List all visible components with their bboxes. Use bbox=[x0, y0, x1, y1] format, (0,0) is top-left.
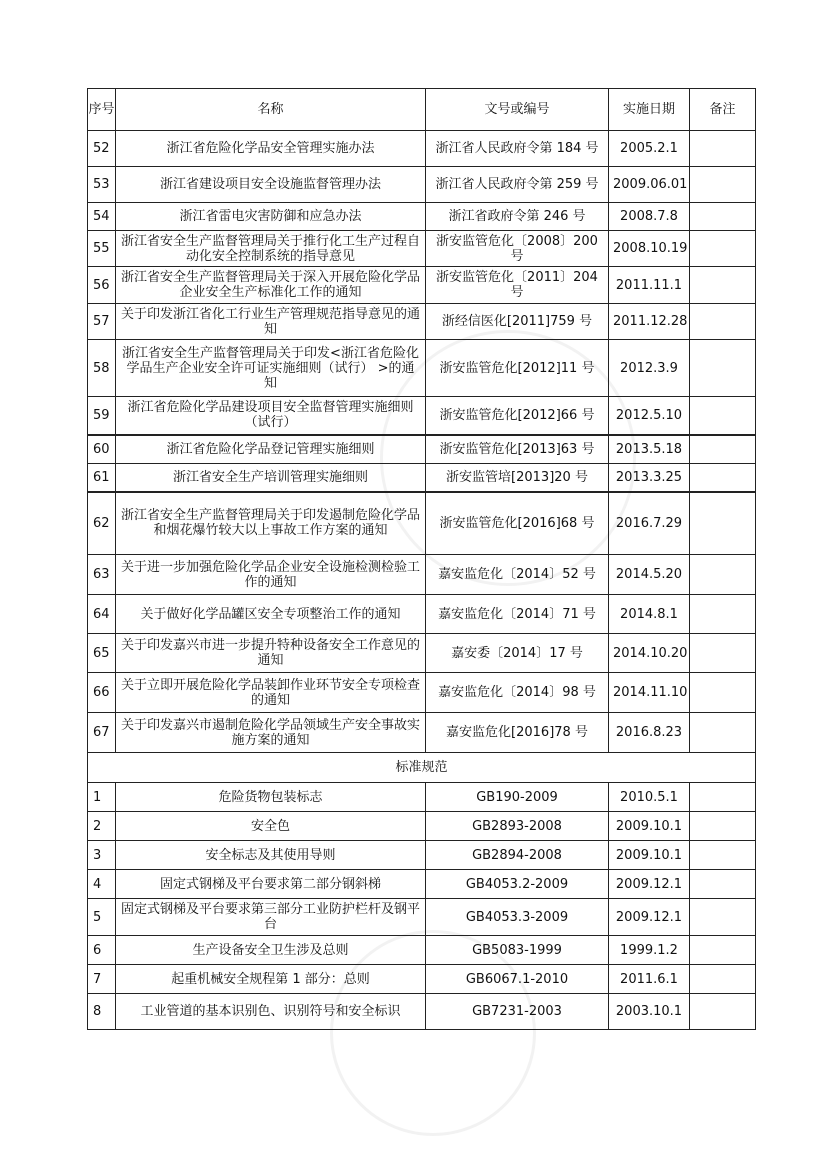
row-number: 53 bbox=[88, 167, 116, 203]
table-row bbox=[88, 965, 756, 994]
row-doc-number: 浙江省人民政府令第 259 号 bbox=[426, 167, 609, 203]
row-note bbox=[690, 936, 756, 965]
row-name: 浙江省安全生产培训管理实施细则 bbox=[116, 464, 426, 492]
row-number: 57 bbox=[88, 304, 116, 340]
row-name: 关于印发浙江省化工行业生产管理规范指导意见的通知 bbox=[116, 304, 426, 340]
row-note bbox=[690, 783, 756, 812]
table-row bbox=[88, 555, 756, 595]
row-date: 2013.5.18 bbox=[609, 435, 690, 464]
table-row bbox=[88, 870, 756, 899]
table-row bbox=[88, 131, 756, 167]
row-name: 浙江省安全生产监督管理局关于推行化工生产过程自动化安全控制系统的指导意见 bbox=[116, 231, 426, 267]
header-doc: 文号或编号 bbox=[426, 89, 609, 131]
row-name: 安全标志及其使用导则 bbox=[116, 841, 426, 870]
row-doc-number: 浙安监管危化〔2011〕204 号 bbox=[426, 267, 609, 304]
table-row bbox=[88, 841, 756, 870]
row-doc-number: GB6067.1-2010 bbox=[426, 965, 609, 994]
row-number: 66 bbox=[88, 673, 116, 713]
row-doc-number: GB7231-2003 bbox=[426, 994, 609, 1030]
row-doc-number: 浙安监管危化[2012]11 号 bbox=[426, 340, 609, 397]
row-doc-number: GB190-2009 bbox=[426, 783, 609, 812]
row-date: 2012.5.10 bbox=[609, 397, 690, 435]
row-date: 2014.5.20 bbox=[609, 555, 690, 595]
row-doc-number: GB4053.3-2009 bbox=[426, 899, 609, 936]
row-number: 60 bbox=[88, 435, 116, 464]
row-doc-number: 浙安监管危化[2013]63 号 bbox=[426, 435, 609, 464]
row-doc-number: GB2893-2008 bbox=[426, 812, 609, 841]
row-note bbox=[690, 267, 756, 304]
row-number: 56 bbox=[88, 267, 116, 304]
row-number: 65 bbox=[88, 634, 116, 673]
row-number: 3 bbox=[88, 841, 116, 870]
row-doc-number: GB2894-2008 bbox=[426, 841, 609, 870]
table-row bbox=[88, 713, 756, 753]
header-note: 备注 bbox=[690, 89, 756, 131]
table-row bbox=[88, 203, 756, 231]
row-note bbox=[690, 812, 756, 841]
row-date: 2009.10.1 bbox=[609, 841, 690, 870]
row-name: 关于进一步加强危险化学品企业安全设施检测检验工作的通知 bbox=[116, 555, 426, 595]
row-name: 生产设备安全卫生涉及总则 bbox=[116, 936, 426, 965]
row-doc-number: 嘉安委〔2014〕17 号 bbox=[426, 634, 609, 673]
table-row bbox=[88, 634, 756, 673]
row-number: 62 bbox=[88, 492, 116, 555]
row-note bbox=[690, 492, 756, 555]
row-name: 浙江省雷电灾害防御和应急办法 bbox=[116, 203, 426, 231]
row-note bbox=[690, 870, 756, 899]
row-date: 2014.11.10 bbox=[609, 673, 690, 713]
row-name: 浙江省危险化学品建设项目安全监督管理实施细则（试行） bbox=[116, 397, 426, 435]
row-note bbox=[690, 304, 756, 340]
row-note bbox=[690, 231, 756, 267]
table-header-row bbox=[88, 89, 756, 131]
row-number: 52 bbox=[88, 131, 116, 167]
row-number: 5 bbox=[88, 899, 116, 936]
row-note bbox=[690, 435, 756, 464]
row-date: 2009.12.1 bbox=[609, 870, 690, 899]
row-note bbox=[690, 131, 756, 167]
row-number: 7 bbox=[88, 965, 116, 994]
row-note bbox=[690, 203, 756, 231]
table-row bbox=[88, 595, 756, 634]
table-row bbox=[88, 673, 756, 713]
row-name: 浙江省安全生产监督管理局关于印发遏制危险化学品和烟花爆竹较大以上事故工作方案的通知 bbox=[116, 492, 426, 555]
row-name: 浙江省危险化学品登记管理实施细则 bbox=[116, 435, 426, 464]
table-row bbox=[88, 492, 756, 555]
row-number: 63 bbox=[88, 555, 116, 595]
row-number: 1 bbox=[88, 783, 116, 812]
row-note bbox=[690, 595, 756, 634]
header-name: 名称 bbox=[116, 89, 426, 131]
row-doc-number: 浙安监管危化[2016]68 号 bbox=[426, 492, 609, 555]
section-title: 标准规范 bbox=[88, 753, 756, 783]
row-note bbox=[690, 340, 756, 397]
row-name: 关于立即开展危险化学品装卸作业环节安全专项检查的通知 bbox=[116, 673, 426, 713]
row-date: 1999.1.2 bbox=[609, 936, 690, 965]
row-note bbox=[690, 167, 756, 203]
row-date: 2009.06.01 bbox=[609, 167, 690, 203]
row-date: 2009.12.1 bbox=[609, 899, 690, 936]
row-name: 关于做好化学品罐区安全专项整治工作的通知 bbox=[116, 595, 426, 634]
row-note bbox=[690, 555, 756, 595]
row-number: 58 bbox=[88, 340, 116, 397]
table-row bbox=[88, 340, 756, 397]
row-name: 工业管道的基本识别色、识别符号和安全标识 bbox=[116, 994, 426, 1030]
header-seq: 序号 bbox=[88, 89, 116, 131]
row-doc-number: 浙江省人民政府令第 184 号 bbox=[426, 131, 609, 167]
row-date: 2016.8.23 bbox=[609, 713, 690, 753]
row-number: 59 bbox=[88, 397, 116, 435]
row-date: 2016.7.29 bbox=[609, 492, 690, 555]
row-date: 2009.10.1 bbox=[609, 812, 690, 841]
row-note bbox=[690, 713, 756, 753]
row-doc-number: 嘉安监危化[2016]78 号 bbox=[426, 713, 609, 753]
regulations-table bbox=[87, 88, 756, 1030]
row-date: 2008.7.8 bbox=[609, 203, 690, 231]
row-doc-number: 浙经信医化[2011]759 号 bbox=[426, 304, 609, 340]
header-date: 实施日期 bbox=[609, 89, 690, 131]
row-doc-number: GB5083-1999 bbox=[426, 936, 609, 965]
row-number: 2 bbox=[88, 812, 116, 841]
table-row bbox=[88, 397, 756, 435]
row-date: 2012.3.9 bbox=[609, 340, 690, 397]
row-date: 2011.11.1 bbox=[609, 267, 690, 304]
table-row bbox=[88, 304, 756, 340]
row-note bbox=[690, 634, 756, 673]
row-date: 2011.12.28 bbox=[609, 304, 690, 340]
row-date: 2010.5.1 bbox=[609, 783, 690, 812]
row-doc-number: 浙安监管危化〔2008〕200 号 bbox=[426, 231, 609, 267]
row-name: 安全色 bbox=[116, 812, 426, 841]
row-date: 2005.2.1 bbox=[609, 131, 690, 167]
row-number: 54 bbox=[88, 203, 116, 231]
row-date: 2003.10.1 bbox=[609, 994, 690, 1030]
row-doc-number: 嘉安监危化〔2014〕52 号 bbox=[426, 555, 609, 595]
row-number: 6 bbox=[88, 936, 116, 965]
row-number: 61 bbox=[88, 464, 116, 492]
row-date: 2014.10.20 bbox=[609, 634, 690, 673]
section-header-row bbox=[88, 753, 756, 783]
row-date: 2014.8.1 bbox=[609, 595, 690, 634]
table-row bbox=[88, 899, 756, 936]
row-doc-number: 嘉安监危化〔2014〕71 号 bbox=[426, 595, 609, 634]
row-date: 2013.3.25 bbox=[609, 464, 690, 492]
row-number: 55 bbox=[88, 231, 116, 267]
row-name: 关于印发嘉兴市进一步提升特种设备安全工作意见的通知 bbox=[116, 634, 426, 673]
row-note bbox=[690, 965, 756, 994]
row-name: 浙江省建设项目安全设施监督管理办法 bbox=[116, 167, 426, 203]
row-name: 浙江省危险化学品安全管理实施办法 bbox=[116, 131, 426, 167]
row-doc-number: 浙安监管培[2013]20 号 bbox=[426, 464, 609, 492]
row-doc-number: 嘉安监危化〔2014〕98 号 bbox=[426, 673, 609, 713]
row-number: 64 bbox=[88, 595, 116, 634]
row-note bbox=[690, 994, 756, 1030]
row-name: 起重机械安全规程第 1 部分：总则 bbox=[116, 965, 426, 994]
table-row bbox=[88, 464, 756, 492]
row-note bbox=[690, 673, 756, 713]
row-name: 固定式钢梯及平台要求第二部分钢斜梯 bbox=[116, 870, 426, 899]
table-row bbox=[88, 231, 756, 267]
table-row bbox=[88, 267, 756, 304]
row-note bbox=[690, 464, 756, 492]
table-row bbox=[88, 435, 756, 464]
row-name: 固定式钢梯及平台要求第三部分工业防护栏杆及钢平台 bbox=[116, 899, 426, 936]
table-row bbox=[88, 936, 756, 965]
row-number: 8 bbox=[88, 994, 116, 1030]
row-doc-number: GB4053.2-2009 bbox=[426, 870, 609, 899]
row-note bbox=[690, 899, 756, 936]
table-row bbox=[88, 994, 756, 1030]
row-name: 危险货物包装标志 bbox=[116, 783, 426, 812]
row-note bbox=[690, 397, 756, 435]
table-row bbox=[88, 167, 756, 203]
row-name: 浙江省安全生产监督管理局关于深入开展危险化学品企业安全生产标准化工作的通知 bbox=[116, 267, 426, 304]
table-row bbox=[88, 783, 756, 812]
row-note bbox=[690, 841, 756, 870]
row-doc-number: 浙江省政府令第 246 号 bbox=[426, 203, 609, 231]
row-name: 浙江省安全生产监督管理局关于印发<浙江省危险化学品生产企业安全许可证实施细则（试行） >的通知 bbox=[116, 340, 426, 397]
row-date: 2008.10.19 bbox=[609, 231, 690, 267]
row-number: 4 bbox=[88, 870, 116, 899]
table-row bbox=[88, 812, 756, 841]
row-doc-number: 浙安监管危化[2012]66 号 bbox=[426, 397, 609, 435]
row-date: 2011.6.1 bbox=[609, 965, 690, 994]
row-name: 关于印发嘉兴市遏制危险化学品领域生产安全事故实施方案的通知 bbox=[116, 713, 426, 753]
row-number: 67 bbox=[88, 713, 116, 753]
